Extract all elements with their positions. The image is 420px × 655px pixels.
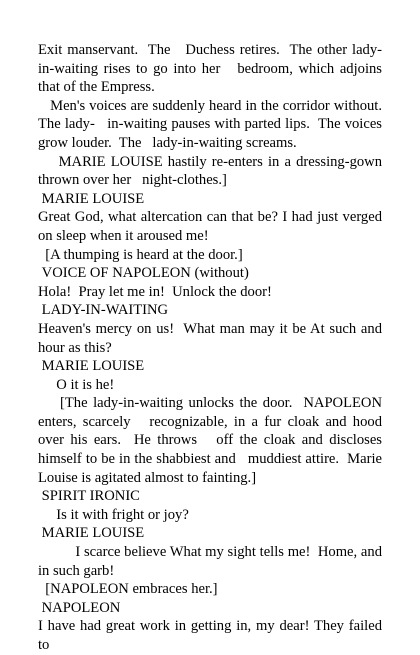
dialogue-line: Great God, what altercation can that be? I had just verged on sleep when it aroused me!: [38, 209, 386, 244]
dialogue-line: I scarce believe What my sight tells me! Home, and in such garb!: [38, 544, 386, 579]
speaker-name: MARIE LOUISE: [38, 190, 145, 207]
document-page: [38, 41, 390, 655]
speaker-name: MARIE LOUISE: [38, 525, 145, 542]
stage-direction: [NAPOLEON embraces her.]: [38, 581, 218, 598]
dialogue-line: I have had great work in getting in, my dear! They failed to: [38, 618, 386, 653]
dialogue-line: Is it with fright or joy?: [38, 506, 189, 523]
stage-direction: [A thumping is heard at the door.]: [38, 246, 243, 263]
speaker-name: SPIRIT IRONIC: [38, 488, 140, 505]
speaker-name: MARIE LOUISE: [38, 358, 145, 375]
speaker-name: LADY-IN-WAITING: [38, 302, 169, 319]
dialogue-line: O it is he!: [38, 376, 115, 393]
dialogue-line: Heaven's mercy on us! What man may it be At such and hour as this?: [38, 320, 386, 356]
speaker-name: NAPOLEON: [38, 599, 121, 616]
stage-direction: MARIE LOUISE hastily re-enters in a dressing-gown thrown over her night-clothes.]: [38, 153, 386, 189]
stage-direction: Men's voices are suddenly heard in the corridor without. The lady- in-waiting pauses with parted lips. The voices grow louder. The lady-in-waiting screams.: [38, 97, 390, 151]
stage-direction: [The lady-in-waiting unlocks the door. NAPOLEON enters, scarcely recognizable, in a fur cloak and hood over his ears. He throws off the cloak and discloses himself to be in the shabbiest and muddiest attire. Marie Louise is agitated almost to fainting.]: [38, 395, 386, 486]
dialogue-line: Hola! Pray let me in! Unlock the door!: [38, 283, 272, 300]
stage-direction: Exit manservant. The Duchess retires. The other lady-in-waiting rises to go into her bedroom, which adjoins that of the Empress.: [38, 42, 386, 96]
speaker-name: VOICE OF NAPOLEON (without): [38, 265, 249, 282]
